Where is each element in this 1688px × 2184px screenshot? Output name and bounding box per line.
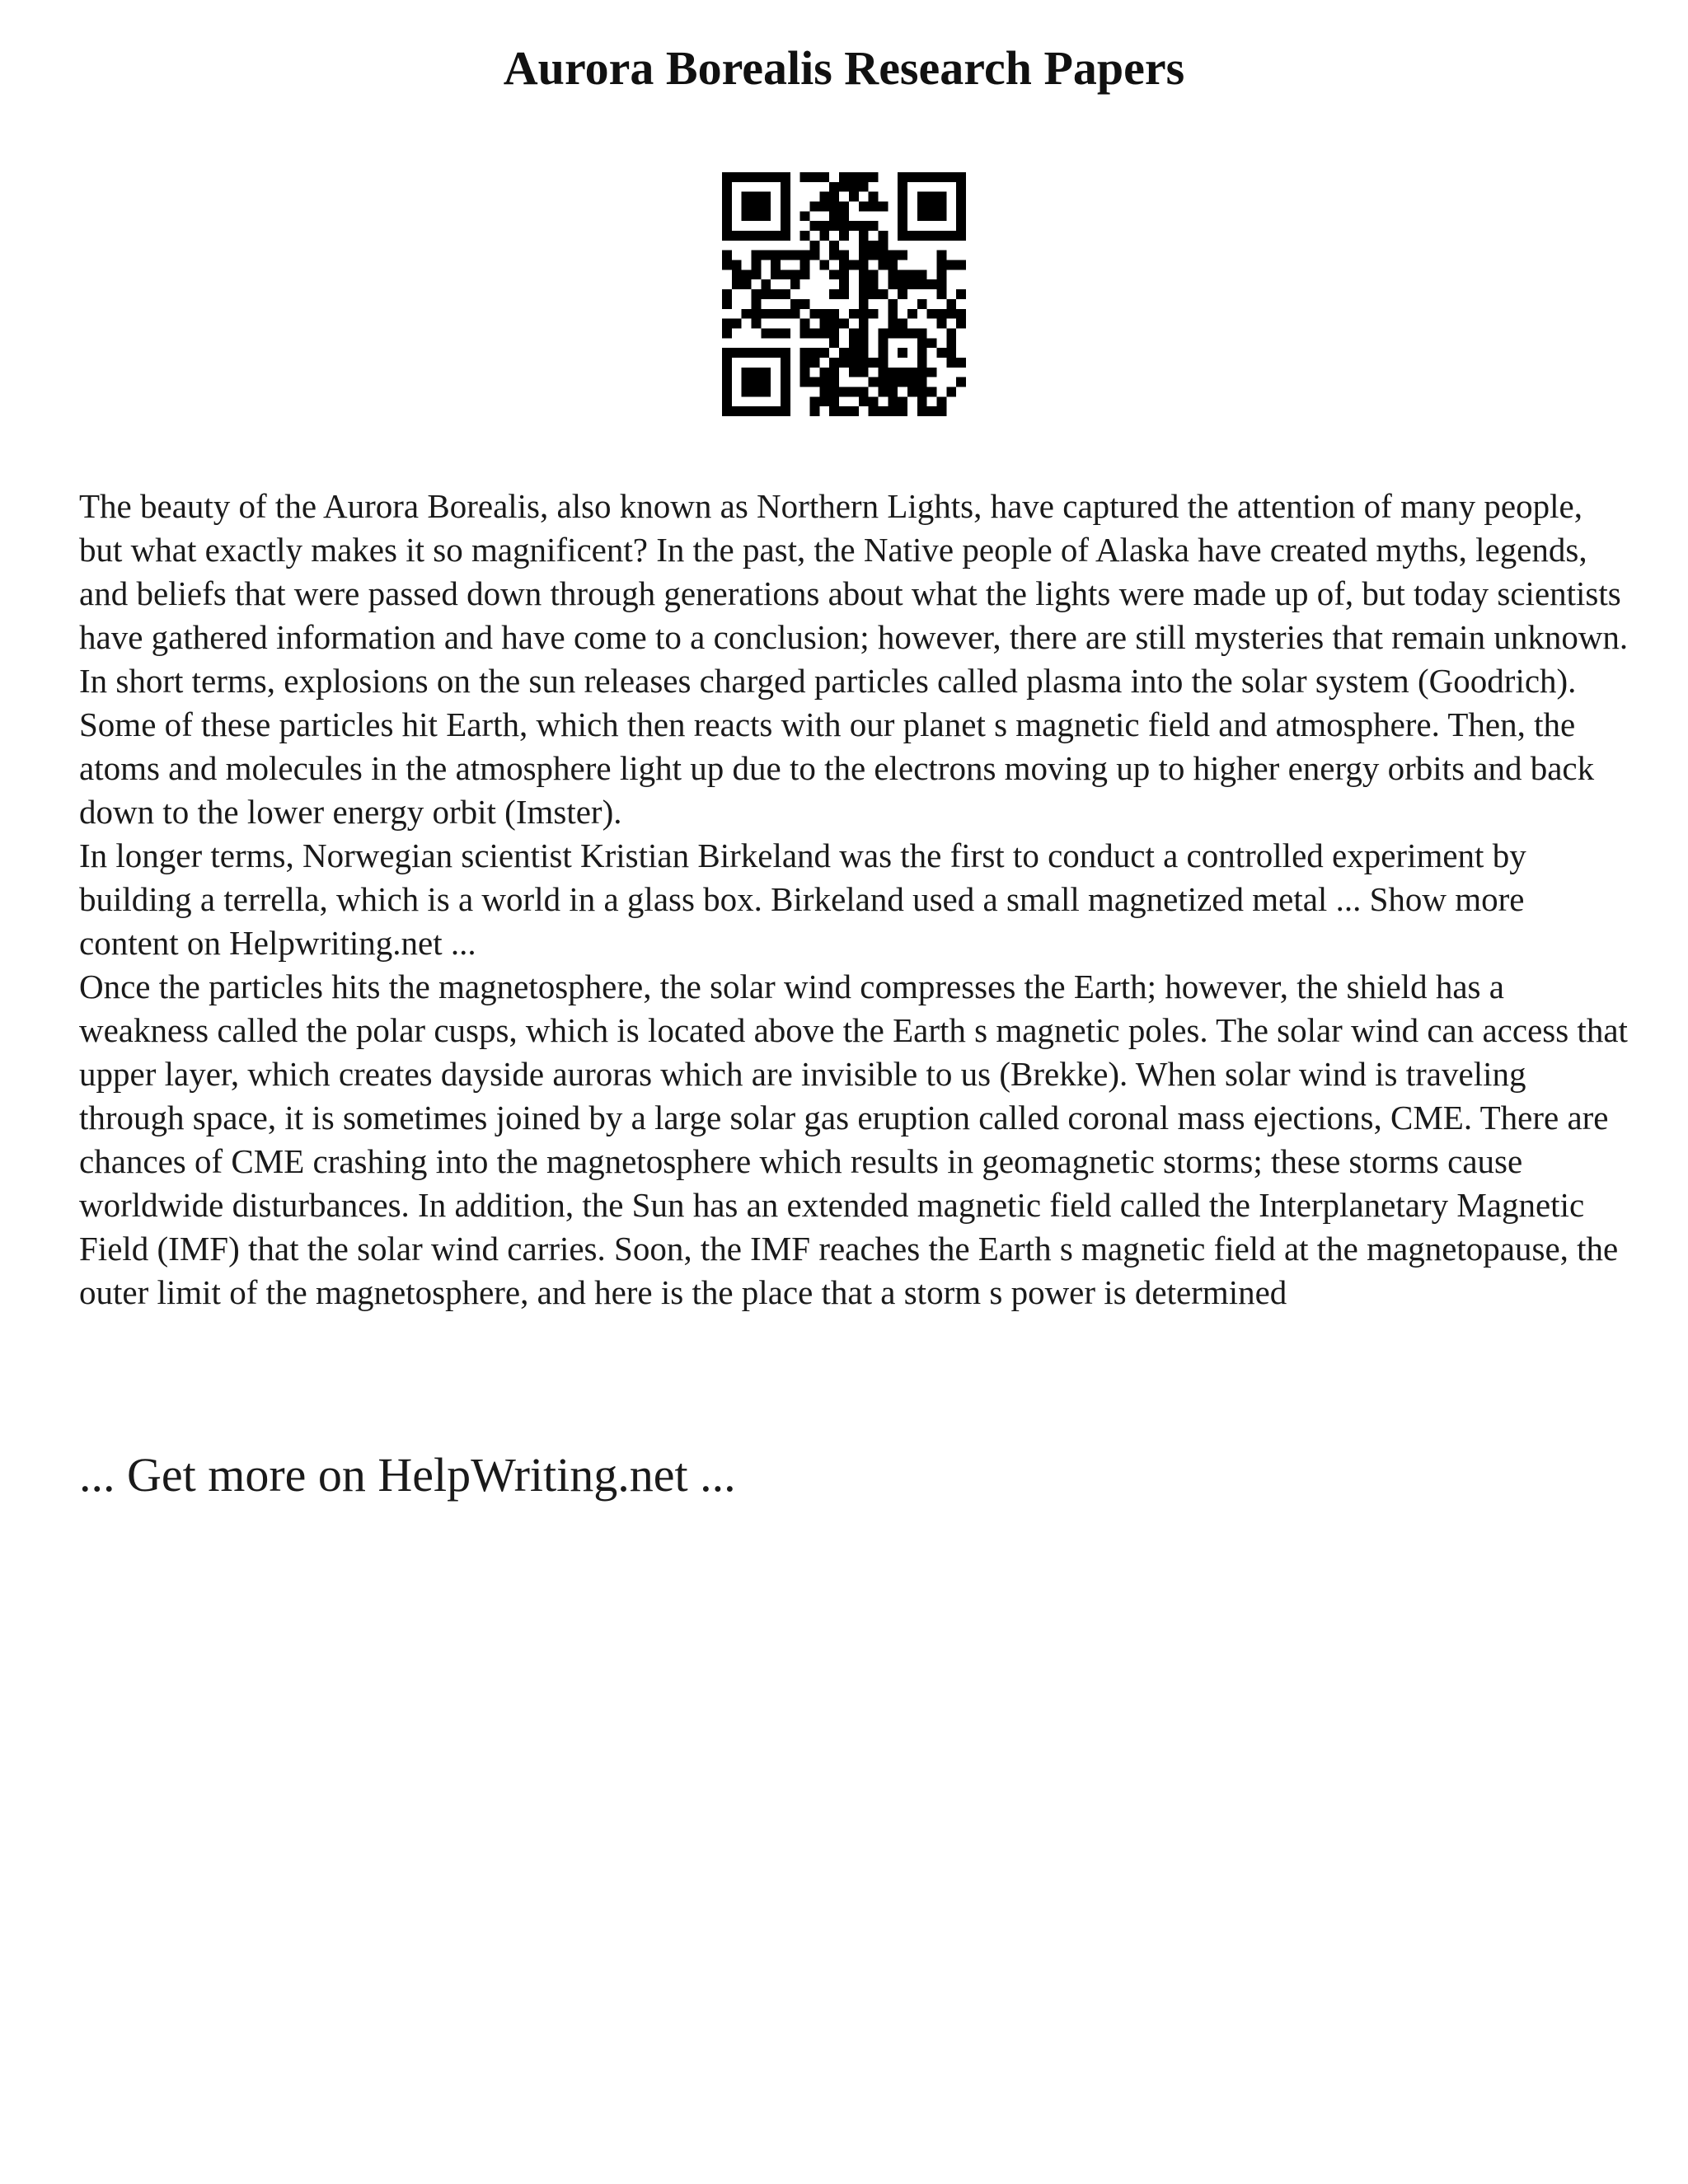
paragraph: Once the particles hits the magnetosphere, the solar wind compresses the Earth; however, the shield has a weakness called the polar cusps, which is located above the Earth s magnetic poles. The solar wind can access that upper layer, which creates dayside auroras which are invisible to us (Brekke). When solar wind is traveling through space, it is sometimes joined by a large solar gas eruption called coronal mass ejections, CME. There are chances of CME crashing into the magnetosphere which results in geomagnetic storms; these storms cause worldwide disturbances. In addition, the Sun has an extended magnetic field called the Interplanetary Magnetic Field (IMF) that the solar wind carries. Soon, the IMF reaches the Earth s magnetic field at the magnetopause, the outer limit of the magnetosphere, and here is the place that a storm s power is determined bbox=[79, 968, 1628, 1311]
qr-code-icon bbox=[722, 172, 966, 416]
get-more-link[interactable]: ... Get more on HelpWriting.net ... bbox=[79, 1448, 736, 1502]
paragraph: The beauty of the Aurora Borealis, also known as Northern Lights, have captured the attention of many people, but what exactly makes it so magnificent? In the past, the Native people of Alaska have created myths, legends, and beliefs that were passed down through generations about what the lights were made up of, but today scientists have gathered information and have come to a conclusion; however, there are still mysteries that remain unknown. In short terms, explosions on the sun releases charged particles called plasma into the solar system (Goodrich). Some of these particles hit Earth, which then reacts with our planet s magnetic field and atmosphere. Then, the atoms and molecules in the atmosphere light up due to the electrons moving up to higher energy orbits and back down to the lower energy orbit (Imster). bbox=[79, 487, 1629, 831]
document-title: Aurora Borealis Research Papers bbox=[503, 41, 1185, 95]
paragraph: In longer terms, Norwegian scientist Kristian Birkeland was the first to conduct a controlled experiment by building a terrella, which is a world in a glass box. Birkeland used a small magnetized metal ... Show more content on Helpwriting.net ... bbox=[79, 837, 1526, 962]
document-body bbox=[79, 485, 1629, 1315]
